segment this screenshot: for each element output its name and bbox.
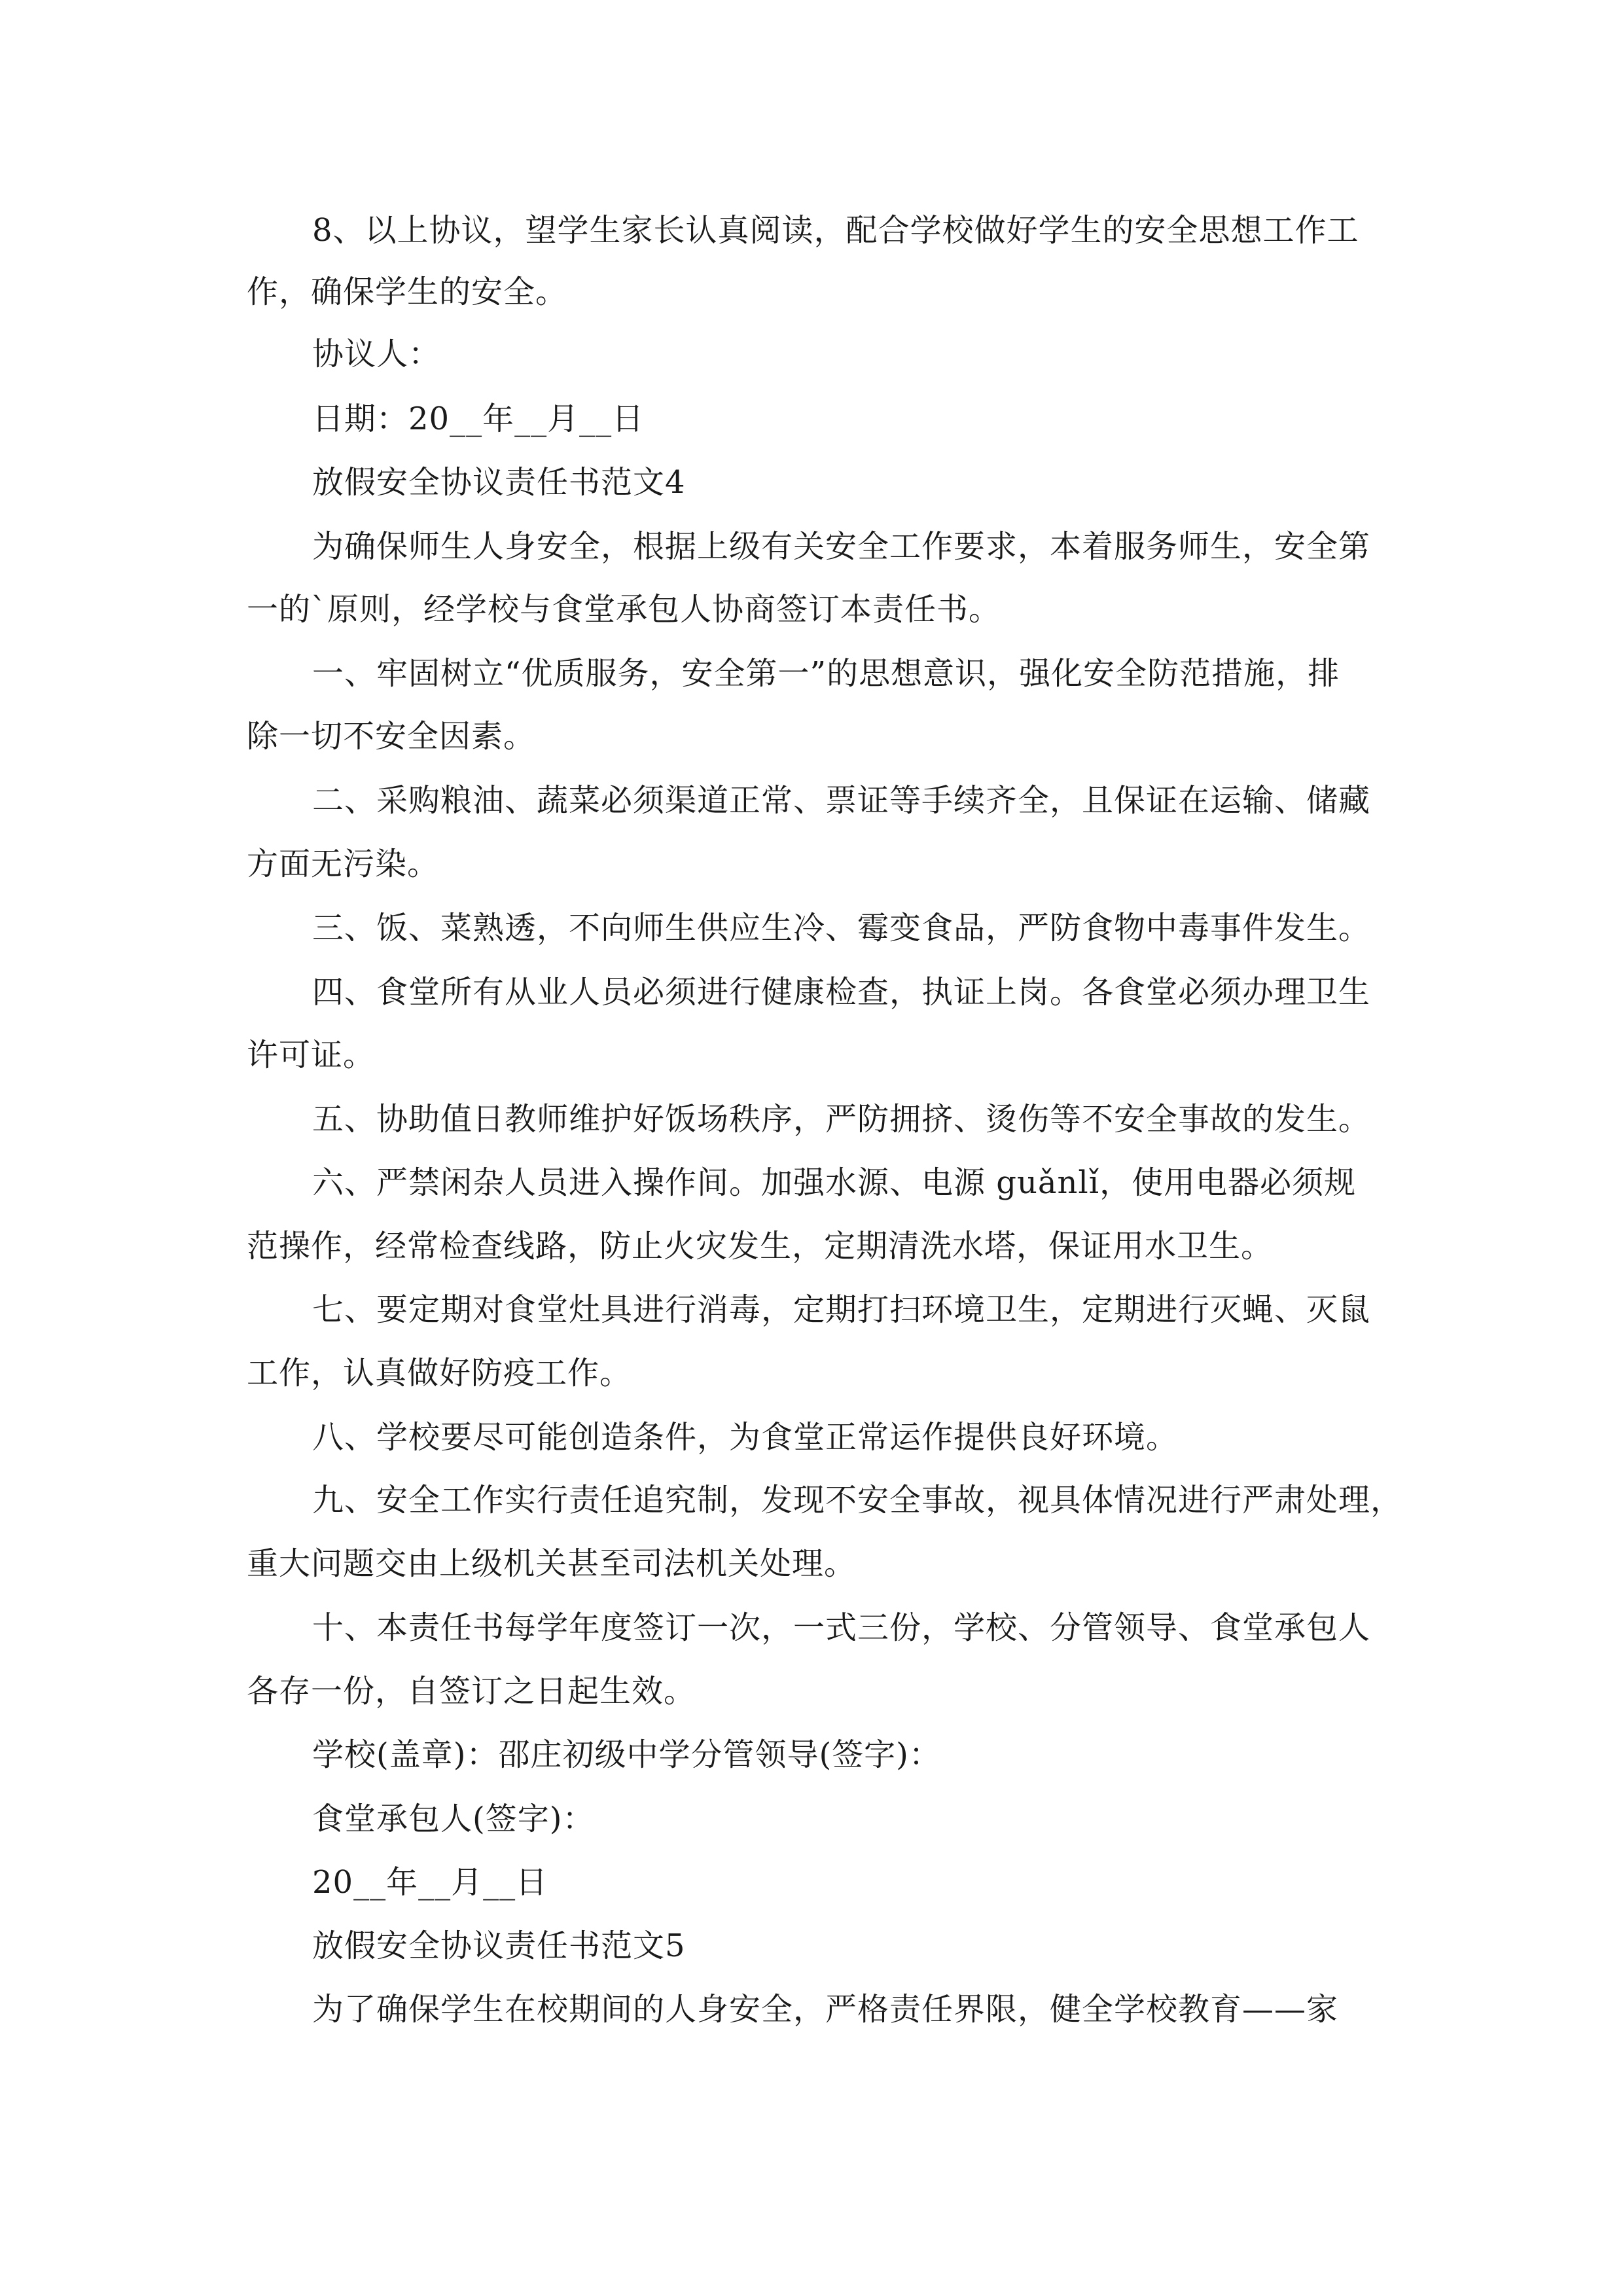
text-line: 为确保师生人身安全，根据上级有关安全工作要求，本着服务师生，安全第 [312, 528, 1371, 565]
text-line: 方面无污染。 [247, 846, 440, 882]
text-line: 十、本责任书每学年度签订一次，一式三份，学校、分管领导、食堂承包人 [312, 1609, 1371, 1646]
text-line: 8、以上协议，望学生家长认真阅读，配合学校做好学生的安全思想工作工 [312, 212, 1359, 249]
text-line: 九、安全工作实行责任追究制，发现不安全事故，视具体情况进行严肃处理， [312, 1482, 1403, 1518]
text-line: 三、饭、菜熟透，不向师生供应生冷、霉变食品，严防食物中毒事件发生。 [312, 910, 1371, 946]
text-line: 六、严禁闲杂人员进入操作间。加强水源、电源 guǎnlǐ，使用电器必须规 [312, 1164, 1357, 1201]
text-line: 许可证。 [247, 1037, 376, 1073]
text-line: 范操作，经常检查线路，防止火灾发生，定期清洗水塔，保证用水卫生。 [247, 1228, 1274, 1265]
signature-line: 学校(盖章)：邵庄初级中学分管领导(签字)： [312, 1736, 941, 1773]
section-title: 放假安全协议责任书范文4 [312, 464, 686, 501]
text-line: 二、采购粮油、蔬菜必须渠道正常、票证等手续齐全，且保证在运输、储藏 [312, 782, 1371, 819]
text-line: 各存一份，自签订之日起生效。 [247, 1673, 696, 1710]
text-line: 七、要定期对食堂灶具进行消毒，定期打扫环境卫生，定期进行灭蝇、灭鼠 [312, 1291, 1371, 1328]
text-line: 协议人： [312, 336, 441, 372]
text-line: 八、学校要尽可能创造条件，为食堂正常运作提供良好环境。 [312, 1419, 1179, 1456]
text-line: 重大问题交由上级机关甚至司法机关处理。 [247, 1545, 857, 1582]
text-line: 日期：20__年__月__日 [312, 401, 645, 437]
text-line: 四、食堂所有从业人员必须进行健康检查，执证上岗。各食堂必须办理卫生 [312, 974, 1371, 1011]
text-line: 为了确保学生在校期间的人身安全，严格责任界限，健全学校教育——家 [312, 1991, 1339, 2028]
text-line: 作，确保学生的安全。 [247, 274, 568, 310]
signature-line: 食堂承包人(签字)： [312, 1801, 595, 1837]
text-line: 一、牢固树立“优质服务，安全第一”的思想意识，强化安全防范措施，排 [312, 655, 1340, 692]
section-title: 放假安全协议责任书范文5 [312, 1928, 686, 1964]
text-line: 工作，认真做好防疫工作。 [247, 1355, 632, 1391]
text-line: 一的`原则，经学校与食堂承包人协商签订本责任书。 [247, 591, 1001, 628]
date-line: 20__年__月__日 [312, 1864, 548, 1901]
text-line: 五、协助值日教师维护好饭场秩序，严防拥挤、烫伤等不安全事故的发生。 [312, 1101, 1371, 1138]
text-line: 除一切不安全因素。 [247, 718, 536, 755]
